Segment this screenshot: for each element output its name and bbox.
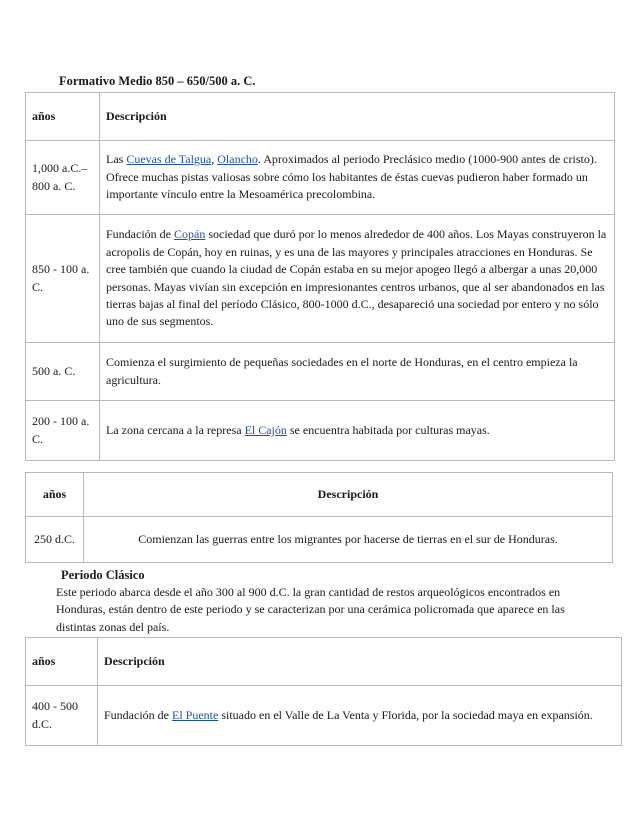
column-header-years: años <box>26 93 100 141</box>
table-row <box>26 141 615 215</box>
section-intro-clasico: Este periodo abarca desde el año 300 al 900 d.C. la gran cantidad de restos arqueológicos encontrados en Honduras, están dentro de este periodo y se caracterizan por una cerámica policromada que aparece en las distintas zonas del país. <box>56 585 565 634</box>
row-description: Comienza el surgimiento de pequeñas sociedades en el norte de Honduras, en el centro empieza la agricultura. <box>100 343 615 401</box>
timeline-table-formativo <box>25 92 615 461</box>
timeline-table-clasico <box>25 637 622 746</box>
table-header-row <box>26 473 613 517</box>
table-row <box>26 517 613 563</box>
table-header-row <box>26 93 615 141</box>
row-years: 850 - 100 a. C. <box>26 215 100 343</box>
row-description: Fundación de El Puente situado en el Valle de La Venta y Florida, por la sociedad maya en expansión. <box>98 686 622 746</box>
table-row <box>26 343 615 401</box>
row-years: 200 - 100 a. C. <box>26 401 100 461</box>
link-el-puente[interactable]: El Puente <box>172 707 219 722</box>
column-header-years: años <box>26 473 84 517</box>
link-el-cajon[interactable]: El Cajón <box>244 422 287 437</box>
section-title-formativo: Formativo Medio 850 – 650/500 a. C. <box>59 74 256 88</box>
table-row <box>26 215 615 343</box>
table-row <box>26 401 615 461</box>
link-olancho[interactable]: Olancho <box>217 152 258 167</box>
row-description: Comienzan las guerras entre los migrantes por hacerse de tierras en el sur de Honduras. <box>84 517 613 563</box>
link-copan[interactable]: Copán <box>174 227 206 242</box>
row-years: 400 - 500 d.C. <box>26 686 98 746</box>
row-years: 500 a. C. <box>26 343 100 401</box>
row-years: 250 d.C. <box>26 517 84 563</box>
timeline-table-250 <box>25 472 613 563</box>
row-years: 1,000 a.C.– 800 a. C. <box>26 141 100 215</box>
column-header-description: Descripción <box>100 93 615 141</box>
row-description: Fundación de Copán sociedad que duró por lo menos alrededor de 400 años. Los Mayas construyeron la acropolis de Copán, hoy en ruinas, y es una de las mayores y principales atracciones en Honduras. Se cree también que cuando la ciudad de Copán estaba en su mejor apogeo llegó a albergar a unas 20,000 personas. Mayas vivían sin excepción en impresionantes centros urbanos, que al ser abandonados en las tierras bajas al final del período Clásico, 800-1000 d.C., desapareció una sociedad por entero y no sólo uno de sus segmentos. <box>100 215 615 343</box>
table-row <box>26 686 622 746</box>
row-description: Las Cuevas de Talgua, Olancho. Aproximados al periodo Preclásico medio (1000-900 antes de cristo). Ofrece muchas pistas valiosas sobre cómo los habitantes de éstas cuevas pudieron haber formado un importante vínculo entre la Mesoamérica precolombina. <box>100 141 615 215</box>
column-header-years: años <box>26 638 98 686</box>
row-description: La zona cercana a la represa El Cajón se encuentra habitada por culturas mayas. <box>100 401 615 461</box>
column-header-description: Descripción <box>98 638 622 686</box>
column-header-description: Descripción <box>84 473 613 517</box>
section-title-clasico: Periodo Clásico <box>61 568 145 582</box>
table-header-row <box>26 638 622 686</box>
link-cuevas-de-talgua[interactable]: Cuevas de Talgua <box>126 152 212 167</box>
